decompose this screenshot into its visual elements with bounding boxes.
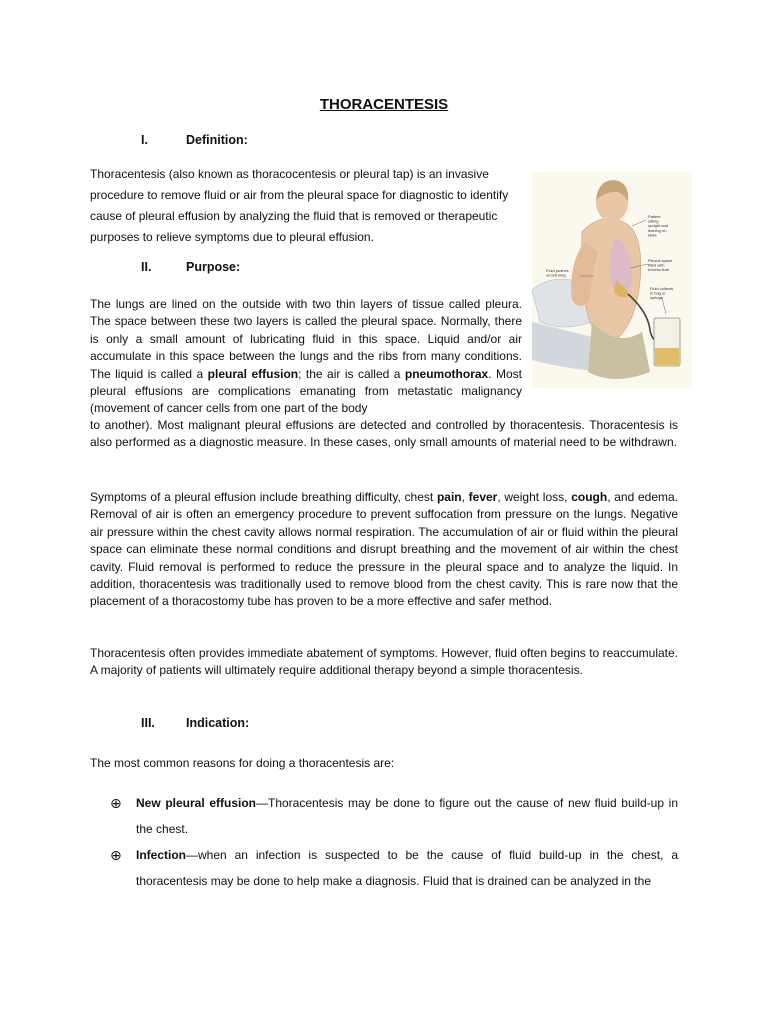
bullet-term: Infection bbox=[136, 848, 186, 862]
text-run: The lungs are lined on the outside with two thin layers of tissue called pleura. The space between these two layers is called the pleural space. Normally, there is only a small amount of lubricating fluid in this space. Liquid and/or air accumulate in this space between the lungs and the ribs from many conditions. The liquid is called a bbox=[90, 297, 522, 381]
label-pleural-space: Pleural space filled with excess fluid bbox=[648, 258, 673, 273]
bullet-term: New pleural effusion bbox=[136, 796, 256, 810]
circled-plus-icon: ⊕ bbox=[110, 847, 122, 863]
label-line bbox=[662, 298, 666, 314]
circled-plus-icon: ⊕ bbox=[110, 795, 122, 811]
page-title: THORACENTESIS bbox=[319, 96, 449, 113]
text-run: Symptoms of a pleural effusion include breathing difficulty, chest bbox=[90, 490, 437, 504]
section-label: Purpose: bbox=[186, 260, 241, 274]
list-item bbox=[110, 842, 678, 894]
label-patient: Patient sitting upright and leaning on table bbox=[648, 214, 669, 238]
section-heading-purpose bbox=[141, 260, 240, 274]
section-number: III. bbox=[141, 716, 155, 730]
bullet-text: —Thoracentesis may be done to figure out the cause of new fluid build-up in the chest. bbox=[136, 796, 678, 836]
section-heading-indication bbox=[141, 716, 249, 730]
definition-paragraph: Thoracentesis (also known as thoracocentesis or pleural tap) is an invasive procedure to remove fluid or air from the pleural space for diagnostic to identify cause of pleural effusion by analyzing the fluid that is removed or therapeutic purposes to relieve symptoms due to pleural effusion. bbox=[90, 167, 509, 244]
abatement-paragraph: Thoracentesis often provides immediate abatement of symptoms. However, fluid often begins to reaccumulate. A majority of patients will ultimately require additional therapy beyond a simple thoracentesis. bbox=[90, 646, 678, 678]
bullet-text: —when an infection is suspected to be the cause of fluid build-up in the chest, a thoracentesis may be done to help make a diagnosis. Fluid that is drained can be analyzed in the bbox=[136, 848, 678, 888]
label-line bbox=[632, 220, 646, 226]
term-pain: pain bbox=[436, 490, 462, 504]
text-run: . Most pleural effusions are complications emanating from metastatic malignancy (movement of cancer cells from one part of the body bbox=[90, 366, 523, 416]
text-run: , and edema. Removal of air is often an emergency procedure to prevent suffocation from pressure on the lungs. Negative air pressure within the chest cavity allows normal respiration. The accumulation of air or fluid within the pleural space can eliminate these normal conditions and disrupt breathing and the movement of air within the chest cavity. Fluid removal is performed to reduce the pressure in the pleural space and to analyze the liquid. In addition, thoracentesis was traditionally used to remove blood from the chest cavity. This is rare now that the placement of a thoracostomy tube has proven to be a more effective and safer method. bbox=[90, 490, 678, 609]
section-label: Indication: bbox=[186, 716, 250, 730]
text-run: , bbox=[461, 490, 469, 504]
text-run: ; the air is called a bbox=[298, 366, 405, 381]
collected-fluid bbox=[655, 348, 679, 365]
symptoms-paragraph bbox=[90, 489, 678, 611]
purpose-paragraph-continued: to another). Most malignant pleural effusions are detected and controlled by thoracentesis. Thoracentesis is also performed as a diagnostic measure. In these cases, only small amounts of material need to be withdrawn. bbox=[90, 418, 678, 450]
section-number: II. bbox=[141, 260, 152, 274]
label-fluid-collects: Fluid collects in bag or syringe bbox=[650, 286, 674, 301]
section-label: Definition: bbox=[186, 133, 248, 147]
list-item bbox=[110, 790, 678, 842]
section-heading-definition bbox=[141, 133, 248, 147]
label-fluid-pushes: Fluid pushes on left lung bbox=[546, 268, 569, 278]
thoracentesis-illustration bbox=[532, 172, 692, 388]
text-run: , weight loss, bbox=[497, 490, 572, 504]
term-fever: fever bbox=[468, 490, 498, 504]
term-pneumothorax: pneumothorax bbox=[404, 366, 489, 381]
section-number: I. bbox=[141, 133, 148, 147]
term-pleural-effusion: pleural effusion bbox=[207, 366, 299, 381]
illustration-svg bbox=[532, 172, 692, 388]
term-cough: cough bbox=[571, 490, 608, 504]
purpose-paragraph bbox=[90, 296, 522, 418]
common-reasons-intro: The most common reasons for doing a thoracentesis are: bbox=[90, 756, 395, 770]
